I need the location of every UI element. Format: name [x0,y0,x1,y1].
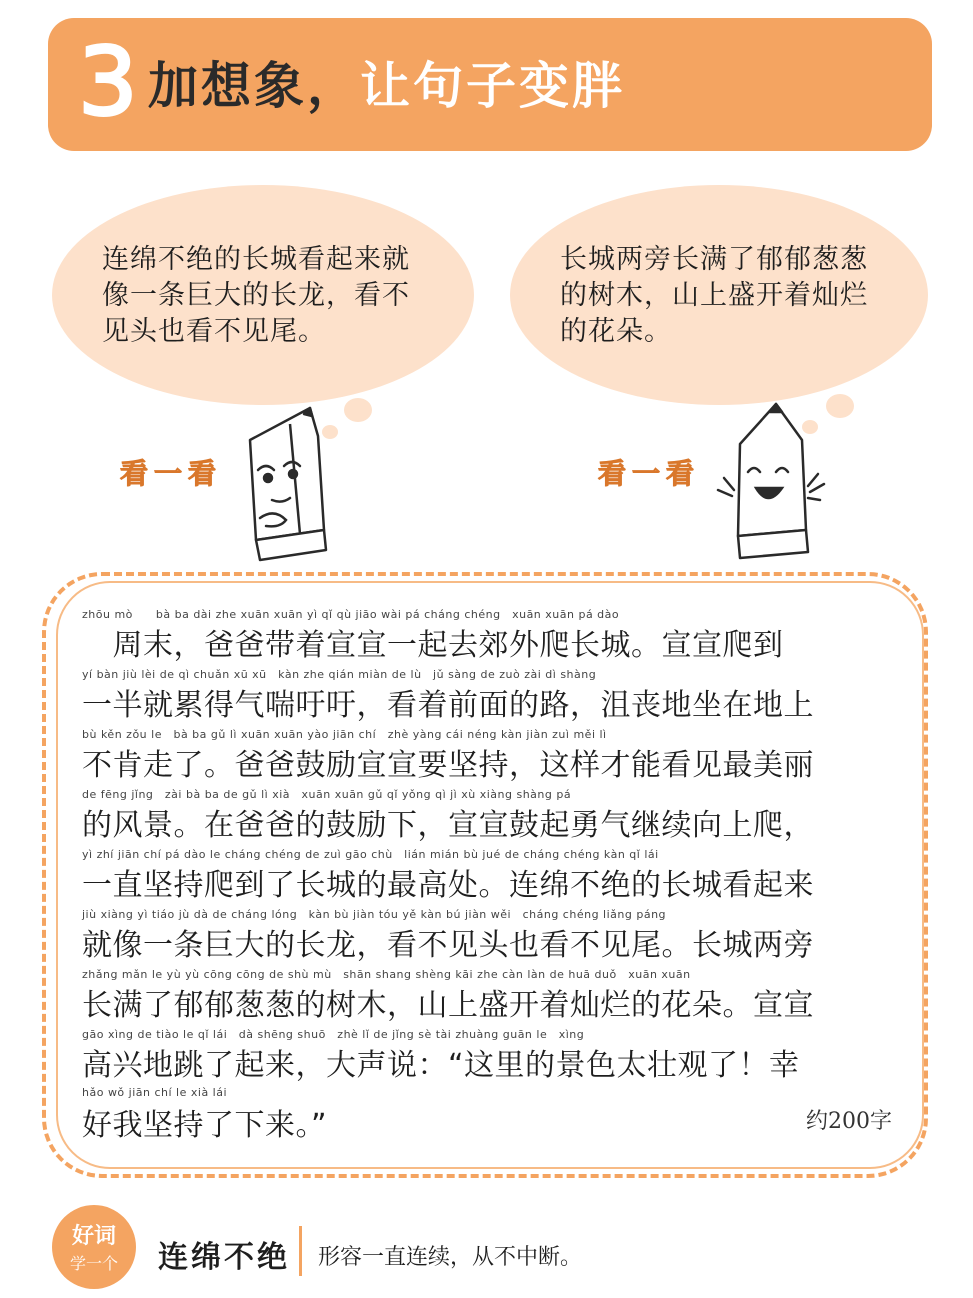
story-pinyin: de fēng jǐng zài bà ba de gǔ lì xià xuān xuān gǔ qǐ yǒng qì jì xù xiàng shàng pá [82,788,572,801]
thought-bubble-right-text [560,242,868,350]
bubble-line: 像一条巨大的长龙，看不 [102,280,410,311]
story-line: 好我坚持了下来。” [82,1108,328,1143]
bubble-line: 长城两旁长满了郁郁葱葱 [560,244,868,275]
section-title-part-1: 加想象， [148,57,360,115]
section-title [148,56,625,116]
story-line: 周末，爸爸带着宣宣一起去郊外爬长城。宣宣爬到 [82,628,784,663]
word-count: 约200字 [806,1109,892,1134]
pencil-character-smiling-icon [706,400,836,570]
story-line: 就像一条巨大的长龙，看不见头也看不见尾。长城两旁 [82,928,814,963]
look-label-right: 看一看 [598,457,701,490]
good-word-badge [52,1205,136,1289]
story-pinyin: gāo xìng de tiào le qǐ lái dà shēng shuō zhè lǐ de jǐng sè tài zhuàng guān le xìng [82,1028,585,1041]
story-pinyin: zhōu mò bà ba dài zhe xuān xuān yì qǐ qù jiāo wài pá cháng chéng xuān xuān pá dào [82,608,620,621]
bubble-line: 的树木，山上盛开着灿烂 [560,280,868,311]
badge-title: 好词 [71,1224,116,1249]
pencil-character-thinking-icon [220,400,350,570]
story-line: 的风景。在爸爸的鼓励下，宣宣鼓起勇气继续向上爬， [82,808,814,843]
story-pinyin: bù kěn zǒu le bà ba gǔ lì xuān xuān yào jiān chí zhè yàng cái néng kàn jiàn zuì měi lì [82,728,607,741]
story-pinyin: hǎo wǒ jiān chí le xià lái [82,1086,228,1099]
bubble-line: 见头也看不见尾。 [102,316,326,347]
story-line: 不肯走了。爸爸鼓励宣宣要坚持，这样才能看见最美丽 [82,748,814,783]
story-pinyin: zhǎng mǎn le yù yù cōng cōng de shù mù shān shang shèng kāi zhe càn làn de huā duǒ xuān xuān [82,968,691,981]
story-line: 高兴地跳了起来，大声说：“这里的景色太壮观了！幸 [82,1048,800,1083]
thought-bubble-left-text [102,242,410,350]
bubble-line: 连绵不绝的长城看起来就 [102,244,410,275]
section-header-banner [48,18,932,151]
section-title-part-2: 让句子变胖 [360,57,625,115]
section-number: 3 [78,28,138,137]
story-pinyin: jiù xiàng yì tiáo jù dà de cháng lóng kàn bù jiàn tóu yě kàn bú jiàn wěi cháng chéng liǎng páng [82,908,667,921]
story-line: 一直坚持爬到了长城的最高处。连绵不绝的长城看起来 [82,868,814,903]
good-word-term: 连绵不绝 [158,1240,290,1275]
look-label-left: 看一看 [120,457,223,490]
badge-subtitle: 学一个 [69,1254,118,1273]
divider [299,1226,302,1276]
story-pinyin: yì zhí jiān chí pá dào le cháng chéng de zuì gāo chù lián mián bù jué de cháng chéng kàn qǐ lái [82,848,659,861]
story-line: 一半就累得气喘吁吁，看着前面的路，沮丧地坐在地上 [82,688,814,723]
bubble-line: 的花朵。 [560,316,672,347]
good-word-definition: 形容一直连续，从不中断。 [318,1245,583,1270]
story-pinyin: yí bàn jiù lèi de qì chuǎn xū xū kàn zhe qián miàn de lù jǔ sàng de zuò zài dì shàng [82,668,597,681]
story-line: 长满了郁郁葱葱的树木，山上盛开着灿烂的花朵。宣宣 [82,988,814,1023]
